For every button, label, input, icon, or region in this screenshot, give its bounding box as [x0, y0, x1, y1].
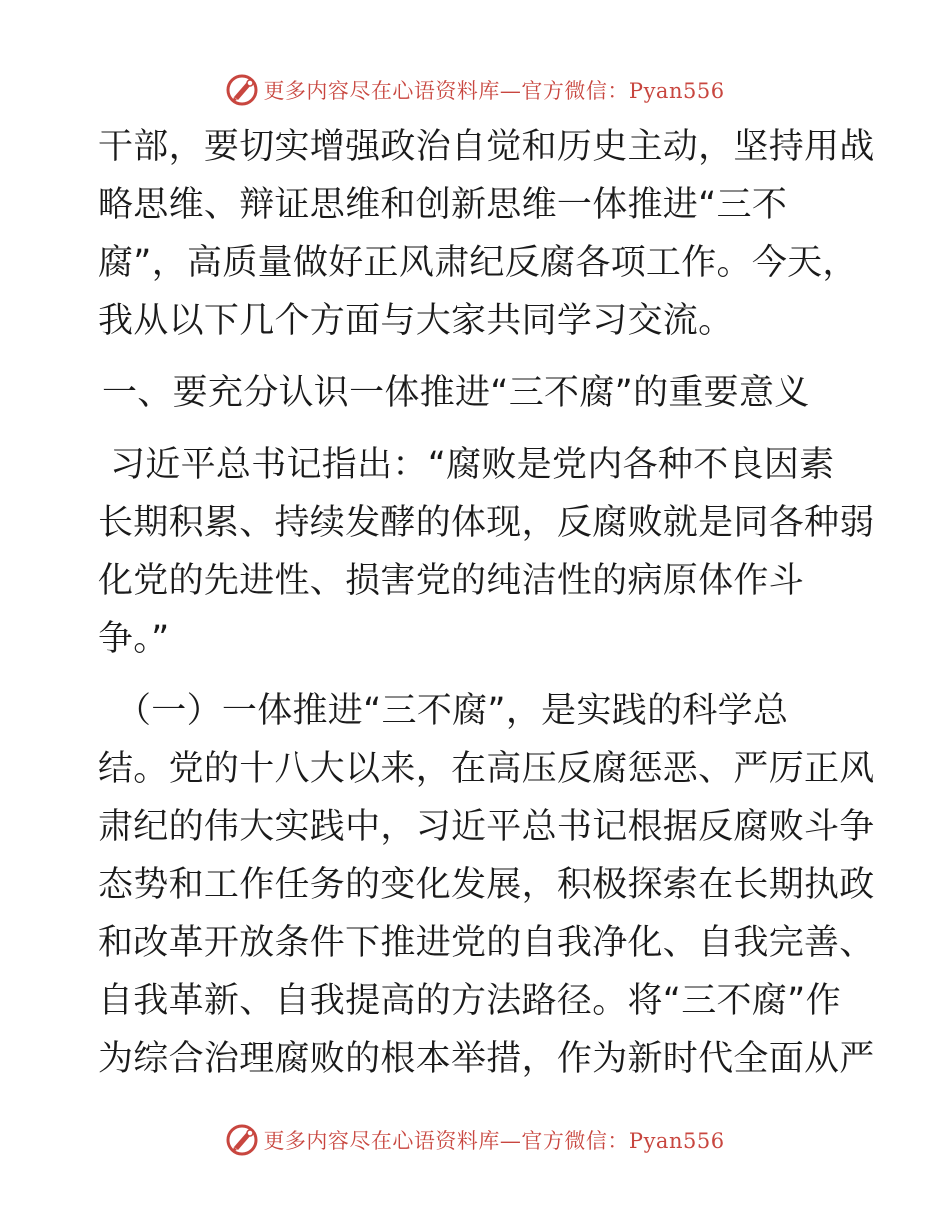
paragraph-line: 争。”: [98, 619, 170, 659]
section-heading: 一、要充分认识一体推进“三不腐”的重要意义: [102, 373, 810, 413]
paragraph-line: 态势和工作任务的变化发展，积极探索在长期执政: [98, 865, 875, 905]
document-body: [98, 118, 875, 1088]
paragraph-line: 我从以下几个方面与大家共同学习交流。: [98, 301, 734, 341]
paragraph-line: 长期积累、持续发酵的体现，反腐败就是同各种弱: [98, 503, 875, 543]
paragraph-line: 干部，要切实增强政治自觉和历史主动，坚持用战: [98, 127, 875, 167]
pen-leaf-logo-icon: [225, 1123, 259, 1157]
paragraph-line: 自我革新、自我提高的方法路径。将“三不腐”作: [98, 981, 841, 1021]
footer-banner-text: 更多内容尽在心语资料库—官方微信：Pyan556: [263, 1129, 725, 1153]
paragraph-line: 习近平总书记指出：“腐败是党内各种不良因素: [110, 445, 835, 485]
paragraph-line: 化党的先进性、损害党的纯洁性的病原体作斗: [98, 561, 805, 601]
footer-banner: [0, 1120, 950, 1160]
header-banner-text: 更多内容尽在心语资料库—官方微信：Pyan556: [263, 79, 725, 103]
paragraph-line: 略思维、辩证思维和创新思维一体推进“三不: [98, 185, 788, 225]
paragraph-line: 肃纪的伟大实践中，习近平总书记根据反腐败斗争: [98, 807, 875, 847]
pen-leaf-logo-icon: [225, 73, 259, 107]
paragraph-line: 为综合治理腐败的根本举措，作为新时代全面从严: [98, 1039, 875, 1079]
header-banner: [0, 70, 950, 110]
paragraph-line: 腐”，高质量做好正风肃纪反腐各项工作。今天，: [98, 243, 858, 283]
paragraph-line: 结。党的十八大以来，在高压反腐惩恶、严厉正风: [98, 749, 875, 789]
subsection-line: （一）一体推进“三不腐”，是实践的科学总: [116, 691, 789, 731]
paragraph-line: 和改革开放条件下推进党的自我净化、自我完善、: [98, 923, 875, 963]
